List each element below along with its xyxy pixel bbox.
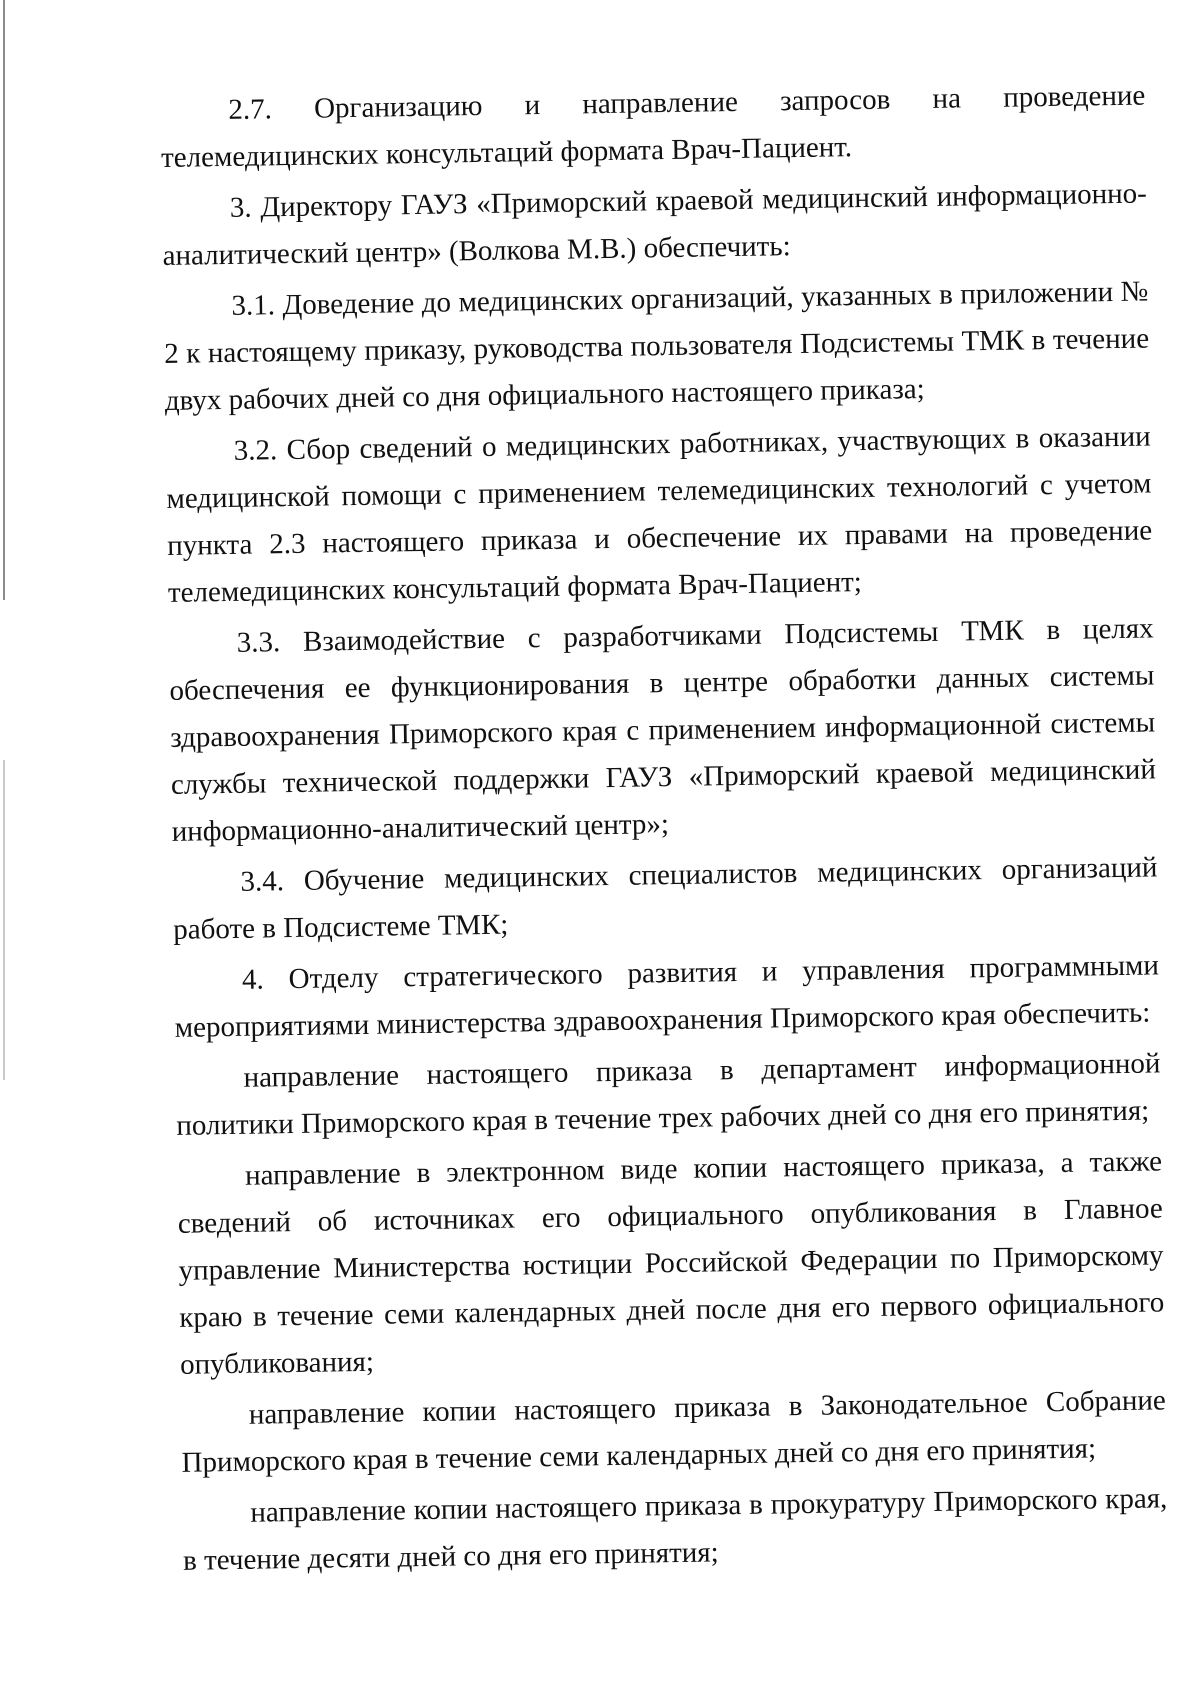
document-body <box>160 73 1168 1589</box>
paragraph-4-item-3: направление копии настоящего приказа в Законодательное Собрание Приморского края в течение семи календарных дней со дня его принятия; <box>181 1384 1166 1479</box>
paragraph-3-3: 3.3. Взаимодействие с разработчиками Подсистемы ТМК в целях обеспечения ее функционирования в центре обработки данных системы здравоохранения Приморского края с применением информационной системы службы технической поддержки ГАУЗ «Приморский краевой медицинский информационно-аналитический центр»; <box>169 612 1157 848</box>
paragraph-2-7: 2.7. Организацию и направление запросов на проведение телемедицинских консультаций формата Врач-Пациент. <box>160 79 1146 174</box>
paragraph-4-item-1: направление настоящего приказа в департамент информационной политики Приморского края в течение трех рабочих дней со дня его принятия; <box>176 1047 1161 1142</box>
paragraph-4: 4. Отделу стратегического развития и управления программными мероприятиями министерства здравоохранения Приморского края обеспечить: <box>174 949 1160 1044</box>
paragraph-4-item-4: направление копии настоящего приказа в прокуратуру Приморского края, в течение десяти дней со дня его принятия; <box>182 1482 1168 1577</box>
paragraph-3-4: 3.4. Обучение медицинских специалистов медицинских организаций работе в Подсистеме ТМК; <box>172 851 1158 946</box>
scan-edge-shadow <box>3 0 5 600</box>
scan-edge-shadow-lower <box>3 760 5 1080</box>
paragraph-3: 3. Директору ГАУЗ «Приморский краевой медицинский информационно-аналитический центр» (Волкова М.В.) обеспечить: <box>162 177 1148 272</box>
paragraph-3-2: 3.2. Сбор сведений о медицинских работниках, участвующих в оказании медицинской помощи с применением телемедицинских технологий с учетом пункта 2.3 настоящего приказа и обеспечение их правами на проведение телемедицинских консультаций формата Врач-Пациент; <box>166 420 1153 609</box>
paragraph-4-item-2: направление в электронном виде копии настоящего приказа, а также сведений об источниках его официального опубликования в Главное управление Министерства юстиции Российской Федерации по Приморскому краю в течение семи календарных дней после дня его первого официального опубликования; <box>177 1145 1165 1381</box>
paragraph-3-1: 3.1. Доведение до медицинских организаций, указанных в приложении № 2 к настоящему приказу, руководства пользователя Подсистемы ТМК в течение двух рабочих дней со дня официального настоящего приказа; <box>163 275 1150 417</box>
